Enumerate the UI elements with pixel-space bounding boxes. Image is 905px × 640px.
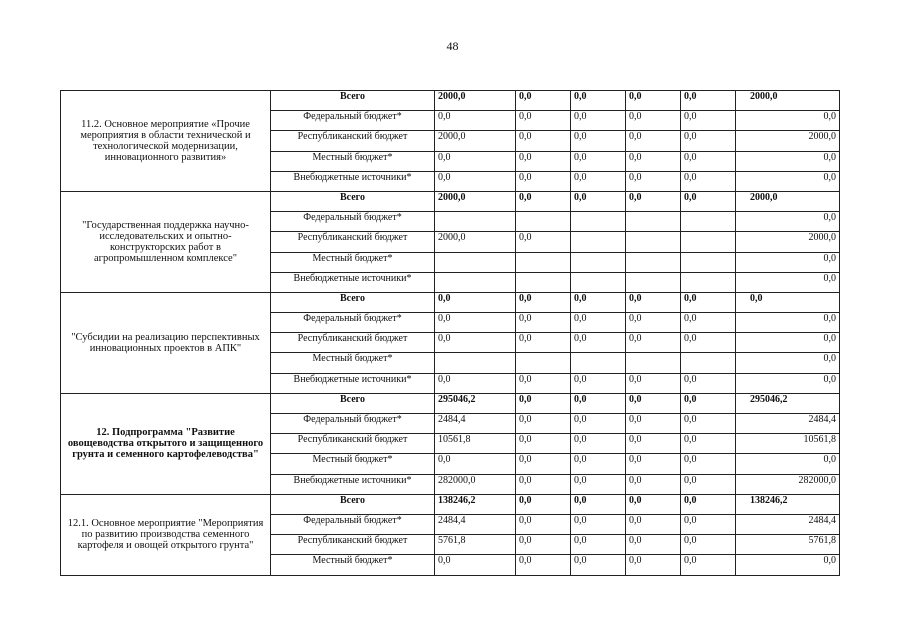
amount-cell: 0,0 bbox=[626, 191, 681, 211]
total-cell: 0,0 bbox=[736, 555, 840, 575]
amount-cell: 0,0 bbox=[571, 111, 626, 131]
amount-cell: 0,0 bbox=[571, 151, 626, 171]
amount-cell bbox=[571, 232, 626, 252]
amount-cell bbox=[571, 252, 626, 272]
amount-cell: 0,0 bbox=[681, 292, 736, 312]
amount-cell: 0,0 bbox=[681, 373, 736, 393]
amount-cell bbox=[516, 353, 571, 373]
amount-cell: 2000,0 bbox=[435, 232, 516, 252]
amount-cell: 0,0 bbox=[571, 555, 626, 575]
amount-cell: 0,0 bbox=[626, 131, 681, 151]
amount-cell: 0,0 bbox=[626, 514, 681, 534]
amount-cell: 0,0 bbox=[571, 535, 626, 555]
funding-source: Местный бюджет* bbox=[271, 555, 435, 575]
amount-cell: 0,0 bbox=[516, 232, 571, 252]
budget-table bbox=[60, 90, 840, 576]
amount-cell: 0,0 bbox=[681, 393, 736, 413]
total-cell: 0,0 bbox=[736, 252, 840, 272]
amount-cell: 0,0 bbox=[571, 514, 626, 534]
amount-cell: 0,0 bbox=[681, 494, 736, 514]
total-cell: 2484,4 bbox=[736, 414, 840, 434]
amount-cell: 0,0 bbox=[435, 292, 516, 312]
amount-cell: 0,0 bbox=[681, 111, 736, 131]
amount-cell: 0,0 bbox=[435, 313, 516, 333]
amount-cell: 0,0 bbox=[681, 474, 736, 494]
funding-source: Всего bbox=[271, 393, 435, 413]
funding-source: Местный бюджет* bbox=[271, 454, 435, 474]
total-cell: 0,0 bbox=[736, 212, 840, 232]
amount-cell: 0,0 bbox=[571, 292, 626, 312]
amount-cell bbox=[681, 212, 736, 232]
amount-cell: 0,0 bbox=[681, 333, 736, 353]
amount-cell: 0,0 bbox=[626, 292, 681, 312]
total-cell: 295046,2 bbox=[736, 393, 840, 413]
total-cell: 0,0 bbox=[736, 272, 840, 292]
amount-cell: 0,0 bbox=[516, 292, 571, 312]
funding-source: Всего bbox=[271, 494, 435, 514]
amount-cell bbox=[626, 272, 681, 292]
amount-cell: 0,0 bbox=[681, 171, 736, 191]
amount-cell: 0,0 bbox=[516, 313, 571, 333]
table-row bbox=[61, 292, 840, 312]
amount-cell: 2000,0 bbox=[435, 91, 516, 111]
total-cell: 0,0 bbox=[736, 353, 840, 373]
amount-cell: 5761,8 bbox=[435, 535, 516, 555]
measure-name: 12.1. Основное мероприятие "Мероприятия по развитию производства семенного картофеля и овощей открытого грунта" bbox=[61, 494, 271, 575]
amount-cell: 0,0 bbox=[435, 373, 516, 393]
total-cell: 2000,0 bbox=[736, 131, 840, 151]
amount-cell: 0,0 bbox=[681, 91, 736, 111]
amount-cell: 0,0 bbox=[571, 91, 626, 111]
amount-cell: 0,0 bbox=[516, 494, 571, 514]
amount-cell: 0,0 bbox=[516, 333, 571, 353]
amount-cell: 0,0 bbox=[435, 333, 516, 353]
amount-cell: 0,0 bbox=[626, 434, 681, 454]
total-cell: 0,0 bbox=[736, 454, 840, 474]
total-cell: 138246,2 bbox=[736, 494, 840, 514]
amount-cell: 0,0 bbox=[435, 454, 516, 474]
amount-cell: 0,0 bbox=[571, 494, 626, 514]
total-cell: 10561,8 bbox=[736, 434, 840, 454]
funding-source: Республиканский бюджет bbox=[271, 434, 435, 454]
amount-cell: 0,0 bbox=[681, 131, 736, 151]
amount-cell: 0,0 bbox=[681, 313, 736, 333]
funding-source: Местный бюджет* bbox=[271, 151, 435, 171]
amount-cell: 0,0 bbox=[516, 91, 571, 111]
amount-cell: 0,0 bbox=[571, 454, 626, 474]
amount-cell: 282000,0 bbox=[435, 474, 516, 494]
amount-cell bbox=[681, 232, 736, 252]
amount-cell: 0,0 bbox=[516, 111, 571, 131]
amount-cell: 0,0 bbox=[681, 414, 736, 434]
amount-cell: 0,0 bbox=[681, 191, 736, 211]
funding-source: Внебюджетные источники* bbox=[271, 171, 435, 191]
measure-name: "Субсидии на реализацию перспективных инновационных проектов в АПК" bbox=[61, 292, 271, 393]
amount-cell: 10561,8 bbox=[435, 434, 516, 454]
amount-cell: 295046,2 bbox=[435, 393, 516, 413]
table-row bbox=[61, 494, 840, 514]
amount-cell bbox=[435, 353, 516, 373]
amount-cell: 0,0 bbox=[516, 191, 571, 211]
funding-source: Всего bbox=[271, 191, 435, 211]
amount-cell bbox=[435, 252, 516, 272]
amount-cell: 0,0 bbox=[626, 474, 681, 494]
amount-cell: 0,0 bbox=[571, 131, 626, 151]
amount-cell bbox=[681, 353, 736, 373]
total-cell: 5761,8 bbox=[736, 535, 840, 555]
funding-source: Федеральный бюджет* bbox=[271, 111, 435, 131]
amount-cell bbox=[681, 252, 736, 272]
table-row bbox=[61, 91, 840, 111]
amount-cell: 0,0 bbox=[681, 514, 736, 534]
amount-cell: 0,0 bbox=[516, 514, 571, 534]
amount-cell: 0,0 bbox=[626, 313, 681, 333]
total-cell: 0,0 bbox=[736, 111, 840, 131]
amount-cell: 0,0 bbox=[516, 454, 571, 474]
funding-source: Федеральный бюджет* bbox=[271, 313, 435, 333]
amount-cell: 0,0 bbox=[516, 414, 571, 434]
amount-cell bbox=[626, 353, 681, 373]
amount-cell bbox=[681, 272, 736, 292]
amount-cell bbox=[571, 272, 626, 292]
amount-cell: 0,0 bbox=[571, 474, 626, 494]
funding-source: Местный бюджет* bbox=[271, 353, 435, 373]
amount-cell bbox=[626, 232, 681, 252]
amount-cell: 0,0 bbox=[516, 535, 571, 555]
amount-cell: 0,0 bbox=[435, 151, 516, 171]
funding-source: Всего bbox=[271, 292, 435, 312]
funding-source: Федеральный бюджет* bbox=[271, 414, 435, 434]
amount-cell: 0,0 bbox=[626, 555, 681, 575]
total-cell: 2000,0 bbox=[736, 91, 840, 111]
funding-source: Внебюджетные источники* bbox=[271, 373, 435, 393]
amount-cell bbox=[571, 353, 626, 373]
funding-source: Местный бюджет* bbox=[271, 252, 435, 272]
amount-cell: 0,0 bbox=[626, 151, 681, 171]
amount-cell: 0,0 bbox=[626, 454, 681, 474]
table-row bbox=[61, 393, 840, 413]
amount-cell: 2484,4 bbox=[435, 514, 516, 534]
funding-source: Республиканский бюджет bbox=[271, 535, 435, 555]
amount-cell: 2484,4 bbox=[435, 414, 516, 434]
total-cell: 0,0 bbox=[736, 373, 840, 393]
funding-source: Федеральный бюджет* bbox=[271, 514, 435, 534]
amount-cell bbox=[516, 272, 571, 292]
amount-cell: 0,0 bbox=[571, 191, 626, 211]
amount-cell: 0,0 bbox=[516, 171, 571, 191]
amount-cell: 138246,2 bbox=[435, 494, 516, 514]
amount-cell: 0,0 bbox=[516, 393, 571, 413]
amount-cell: 0,0 bbox=[516, 373, 571, 393]
amount-cell: 0,0 bbox=[571, 414, 626, 434]
amount-cell: 0,0 bbox=[516, 434, 571, 454]
amount-cell: 0,0 bbox=[681, 151, 736, 171]
amount-cell: 0,0 bbox=[681, 535, 736, 555]
measure-name: 11.2. Основное мероприятие «Прочие мероприятия в области технической и технологической модернизации, инновационного развития» bbox=[61, 91, 271, 192]
total-cell: 0,0 bbox=[736, 171, 840, 191]
amount-cell: 0,0 bbox=[571, 393, 626, 413]
amount-cell: 0,0 bbox=[571, 373, 626, 393]
amount-cell bbox=[435, 272, 516, 292]
amount-cell: 0,0 bbox=[626, 111, 681, 131]
total-cell: 0,0 bbox=[736, 151, 840, 171]
amount-cell bbox=[435, 212, 516, 232]
amount-cell: 0,0 bbox=[626, 393, 681, 413]
amount-cell: 0,0 bbox=[626, 171, 681, 191]
funding-source: Федеральный бюджет* bbox=[271, 212, 435, 232]
amount-cell: 0,0 bbox=[571, 333, 626, 353]
amount-cell: 0,0 bbox=[626, 535, 681, 555]
amount-cell: 0,0 bbox=[571, 171, 626, 191]
amount-cell: 0,0 bbox=[681, 434, 736, 454]
funding-source: Всего bbox=[271, 91, 435, 111]
amount-cell: 0,0 bbox=[681, 454, 736, 474]
amount-cell: 0,0 bbox=[626, 414, 681, 434]
amount-cell: 0,0 bbox=[516, 131, 571, 151]
table-row bbox=[61, 191, 840, 211]
total-cell: 282000,0 bbox=[736, 474, 840, 494]
amount-cell: 2000,0 bbox=[435, 191, 516, 211]
funding-source: Республиканский бюджет bbox=[271, 131, 435, 151]
amount-cell: 0,0 bbox=[571, 313, 626, 333]
total-cell: 0,0 bbox=[736, 292, 840, 312]
total-cell: 0,0 bbox=[736, 333, 840, 353]
amount-cell: 0,0 bbox=[435, 171, 516, 191]
total-cell: 2484,4 bbox=[736, 514, 840, 534]
amount-cell: 0,0 bbox=[516, 555, 571, 575]
funding-source: Внебюджетные источники* bbox=[271, 474, 435, 494]
budget-table-body bbox=[61, 91, 840, 576]
measure-name: "Государственная поддержка научно-исследовательских и опытно-конструкторских работ в агропромышленном комплексе" bbox=[61, 191, 271, 292]
funding-source: Республиканский бюджет bbox=[271, 232, 435, 252]
amount-cell bbox=[516, 252, 571, 272]
funding-source: Республиканский бюджет bbox=[271, 333, 435, 353]
total-cell: 2000,0 bbox=[736, 191, 840, 211]
amount-cell: 0,0 bbox=[681, 555, 736, 575]
total-cell: 2000,0 bbox=[736, 232, 840, 252]
amount-cell: 2000,0 bbox=[435, 131, 516, 151]
page-number: 48 bbox=[446, 39, 459, 53]
amount-cell bbox=[626, 212, 681, 232]
amount-cell: 0,0 bbox=[626, 494, 681, 514]
amount-cell bbox=[516, 212, 571, 232]
amount-cell: 0,0 bbox=[516, 474, 571, 494]
amount-cell bbox=[626, 252, 681, 272]
amount-cell: 0,0 bbox=[626, 333, 681, 353]
total-cell: 0,0 bbox=[736, 313, 840, 333]
amount-cell bbox=[571, 212, 626, 232]
amount-cell: 0,0 bbox=[516, 151, 571, 171]
amount-cell: 0,0 bbox=[435, 555, 516, 575]
amount-cell: 0,0 bbox=[571, 434, 626, 454]
amount-cell: 0,0 bbox=[435, 111, 516, 131]
amount-cell: 0,0 bbox=[626, 91, 681, 111]
amount-cell: 0,0 bbox=[626, 373, 681, 393]
funding-source: Внебюджетные источники* bbox=[271, 272, 435, 292]
measure-name: 12. Подпрограмма "Развитие овощеводства открытого и защищенного грунта и семенного картофелеводства" bbox=[61, 393, 271, 494]
